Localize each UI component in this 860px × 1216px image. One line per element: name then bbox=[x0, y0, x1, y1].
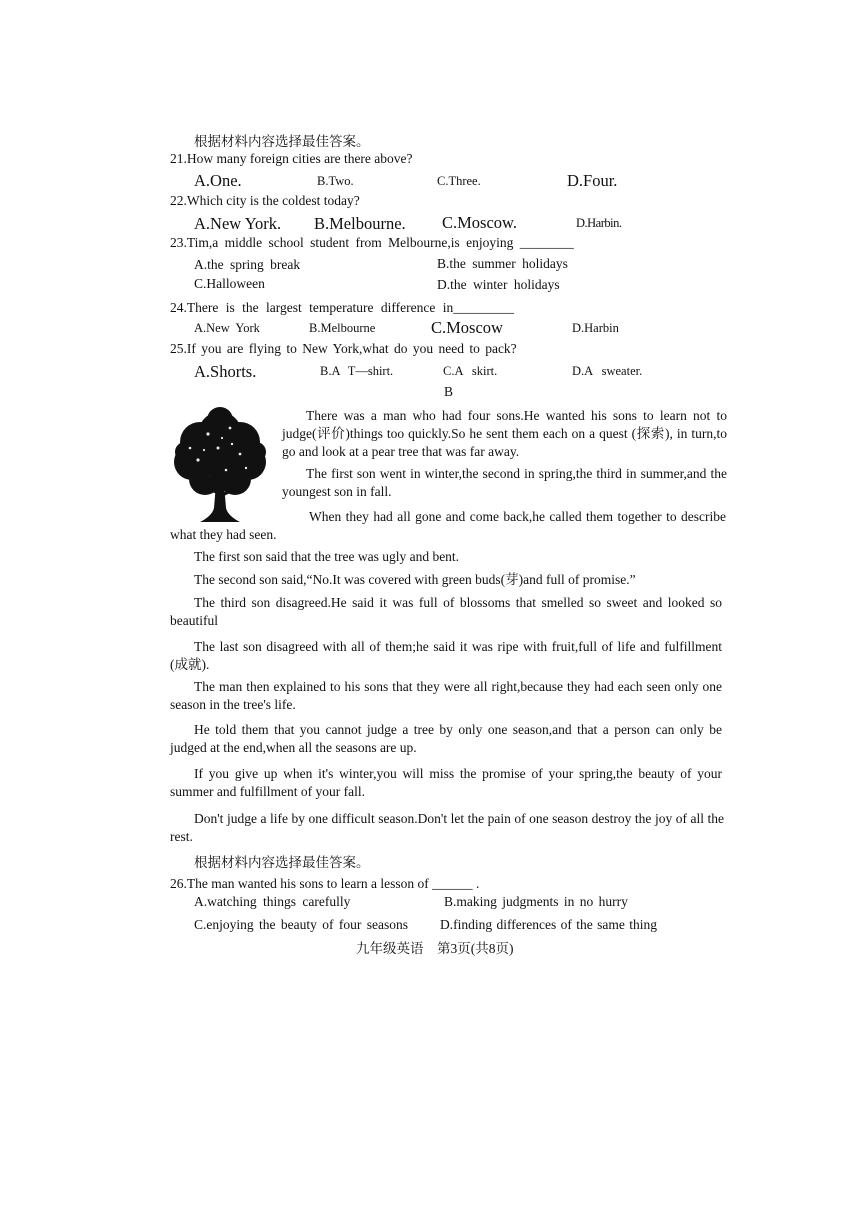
q21-option-d: D.Four. bbox=[567, 171, 618, 190]
q24-stem: 24.There is the largest temperature difference in_________ bbox=[170, 300, 515, 315]
instruction-1: 根据材料内容选择最佳答案。 bbox=[194, 134, 370, 149]
passage-paragraph-4: The first son said that the tree was ugly and bent. bbox=[194, 549, 460, 564]
q26-option-a: A.watching things carefully bbox=[194, 894, 351, 909]
passage-paragraph-2: The first son went in winter,the second in spring,the third in summer,and the youngest son in fall. bbox=[282, 466, 727, 499]
passage-paragraph-7: The last son disagreed with all of them;he said it was ripe with fruit,full of life and fulfillment (成就). bbox=[170, 639, 722, 672]
q22-stem: 22.Which city is the coldest today? bbox=[170, 193, 360, 208]
q25-option-d: D.A sweater. bbox=[572, 364, 643, 378]
q24-option-c: C.Moscow bbox=[431, 318, 503, 337]
q25-option-a: A.Shorts. bbox=[194, 362, 257, 381]
q26-option-b: B.making judgments in no hurry bbox=[444, 894, 628, 909]
passage-paragraph-6: The third son disagreed.He said it was full of blossoms that smelled so sweet and looked so beautiful bbox=[170, 595, 722, 628]
q23-option-a: A.the spring break bbox=[194, 257, 301, 272]
q24-option-a: A.New York bbox=[194, 321, 260, 335]
q25-option-b: B.A T—shirt. bbox=[320, 364, 394, 378]
instruction-2: 根据材料内容选择最佳答案。 bbox=[194, 855, 370, 870]
passage-paragraph-11: Don't judge a life by one difficult season.Don't let the pain of one season destroy the joy of all the rest. bbox=[170, 811, 724, 844]
q23-option-d: D.the winter holidays bbox=[437, 277, 560, 292]
passage-paragraph-10: If you give up when it's winter,you will miss the promise of your spring,the beauty of your summer and fulfillment of your fall. bbox=[170, 766, 722, 799]
q23-option-c: C.Halloween bbox=[194, 276, 265, 291]
passage-paragraph-5: The second son said,“No.It was covered with green buds(芽)and full of promise.” bbox=[194, 572, 636, 587]
q22-option-c: C.Moscow. bbox=[442, 213, 518, 232]
passage-paragraph-9: He told them that you cannot judge a tree by only one season,and that a person can only be judged at the end,when all the seasons are up. bbox=[170, 722, 722, 755]
q25-stem: 25.If you are flying to New York,what do you need to pack? bbox=[170, 341, 517, 356]
section-label-b: B bbox=[444, 384, 454, 399]
q21-option-a: A.One. bbox=[194, 171, 242, 190]
q22-option-d: D.Harbin. bbox=[576, 216, 622, 230]
q21-option-b: B.Two. bbox=[317, 174, 354, 188]
passage-paragraph-8: The man then explained to his sons that they were all right,because they had each seen only one season in the tree's life. bbox=[170, 679, 722, 712]
q22-option-a: A.New York. bbox=[194, 214, 282, 233]
q24-option-b: B.Melbourne bbox=[309, 321, 376, 335]
page-footer: 九年级英语 第3页(共8页) bbox=[356, 941, 514, 956]
q26-stem: 26.The man wanted his sons to learn a lesson of ______ . bbox=[170, 876, 480, 891]
q24-option-d: D.Harbin bbox=[572, 321, 619, 335]
q23-stem: 23.Tim,a middle school student from Melbourne,is enjoying ________ bbox=[170, 235, 574, 250]
passage-paragraph-1: There was a man who had four sons.He wanted his sons to learn not to judge(评价)things too quickly.So he sent them each on a quest (探索), in turn,to go and look at a pear tree that was far away. bbox=[282, 408, 727, 459]
q21-stem: 21.How many foreign cities are there above? bbox=[170, 151, 413, 166]
passage-paragraph-3: When they had all gone and come back,he called them together to describe what they had seen. bbox=[170, 509, 726, 542]
q22-option-b: B.Melbourne. bbox=[314, 214, 406, 233]
q26-option-c: C.enjoying the beauty of four seasons bbox=[194, 917, 408, 932]
q23-option-b: B.the summer holidays bbox=[437, 256, 568, 271]
q25-option-c: C.A skirt. bbox=[443, 364, 498, 378]
q21-option-c: C.Three. bbox=[437, 174, 481, 188]
q26-option-d: D.finding differences of the same thing bbox=[440, 917, 657, 932]
